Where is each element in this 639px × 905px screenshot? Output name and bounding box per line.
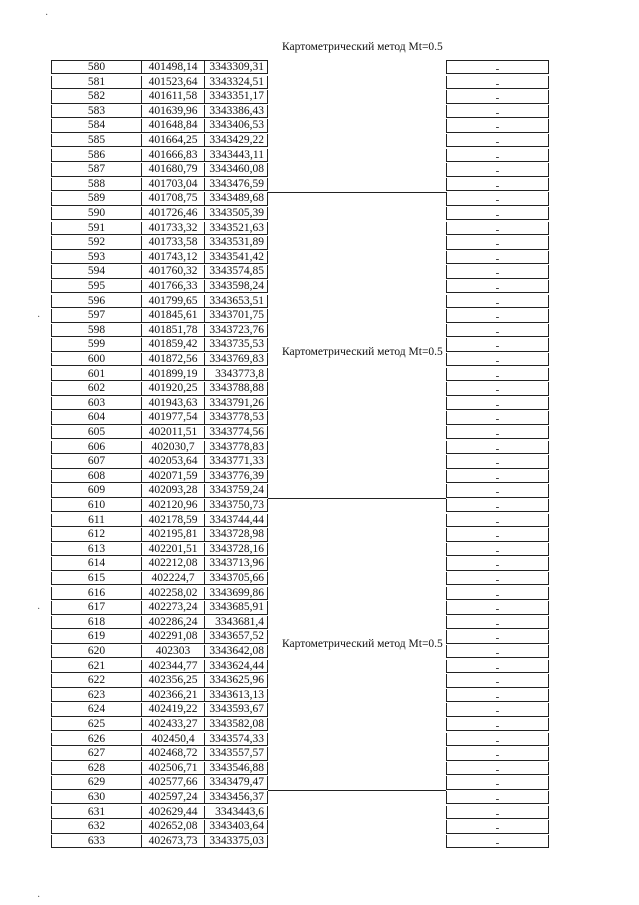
accuracy-cell: - <box>446 645 549 658</box>
accuracy-cell: - <box>446 324 549 337</box>
point-number-cell: 598 <box>51 324 141 337</box>
x-coordinate-cell: 402212,08 <box>141 557 204 570</box>
y-coordinate-cell: 3343489,68 <box>204 192 268 205</box>
accuracy-cell: - <box>446 134 549 147</box>
y-coordinate-cell: 3343750,73 <box>204 499 268 512</box>
point-number-cell: 600 <box>51 353 141 366</box>
y-coordinate-cell: 3343460,08 <box>204 163 268 176</box>
accuracy-cell: - <box>446 470 549 483</box>
accuracy-cell: - <box>446 689 549 702</box>
point-number-cell: 604 <box>51 411 141 424</box>
accuracy-cell: - <box>446 309 549 322</box>
y-coordinate-cell: 3343778,83 <box>204 441 268 454</box>
x-coordinate-cell: 401859,42 <box>141 338 204 351</box>
x-coordinate-cell: 402450,4 <box>141 733 204 746</box>
point-number-cell: 585 <box>51 134 141 147</box>
y-coordinate-cell: 3343531,89 <box>204 236 268 249</box>
y-coordinate-cell: 3343574,85 <box>204 265 268 278</box>
y-coordinate-cell: 3343653,51 <box>204 295 268 308</box>
accuracy-cell: - <box>446 382 549 395</box>
point-number-cell: 587 <box>51 163 141 176</box>
x-coordinate-cell: 401851,78 <box>141 324 204 337</box>
y-coordinate-cell: 3343642,08 <box>204 645 268 658</box>
y-coordinate-cell: 3343406,53 <box>204 119 268 132</box>
accuracy-cell: - <box>446 484 549 497</box>
accuracy-cell: - <box>446 703 549 716</box>
point-number-cell: 620 <box>51 645 141 658</box>
x-coordinate-cell: 402224,7 <box>141 572 204 585</box>
point-number-cell: 582 <box>51 90 141 103</box>
x-coordinate-cell: 401703,04 <box>141 178 204 191</box>
point-number-cell: 602 <box>51 382 141 395</box>
point-number-cell: 601 <box>51 368 141 381</box>
accuracy-cell: - <box>446 149 549 162</box>
point-number-cell: 615 <box>51 572 141 585</box>
x-coordinate-cell: 401498,14 <box>141 61 204 74</box>
accuracy-cell: - <box>446 368 549 381</box>
accuracy-cell: - <box>446 543 549 556</box>
y-coordinate-cell: 3343735,53 <box>204 338 268 351</box>
accuracy-cell: - <box>446 499 549 512</box>
x-coordinate-cell: 402356,25 <box>141 674 204 687</box>
point-number-cell: 631 <box>51 806 141 819</box>
accuracy-cell: - <box>446 76 549 89</box>
y-coordinate-cell: 3343598,24 <box>204 280 268 293</box>
x-coordinate-cell: 402030,7 <box>141 441 204 454</box>
point-number-cell: 625 <box>51 718 141 731</box>
accuracy-cell: - <box>446 528 549 541</box>
x-coordinate-cell: 401666,83 <box>141 149 204 162</box>
method-block-2 <box>268 207 446 499</box>
accuracy-cell: - <box>446 718 549 731</box>
accuracy-cell: - <box>446 295 549 308</box>
accuracy-cell: - <box>446 119 549 132</box>
accuracy-cell: - <box>446 236 549 249</box>
accuracy-cell: - <box>446 630 549 643</box>
point-number-cell: 616 <box>51 587 141 600</box>
point-number-cell: 611 <box>51 514 141 527</box>
point-number-cell: 632 <box>51 820 141 833</box>
point-number-cell: 593 <box>51 251 141 264</box>
y-coordinate-cell: 3343541,42 <box>204 251 268 264</box>
point-number-cell: 621 <box>51 660 141 673</box>
accuracy-cell: - <box>446 791 549 804</box>
scan-speck: · <box>37 312 41 323</box>
x-coordinate-cell: 402178,59 <box>141 514 204 527</box>
point-number-cell: 613 <box>51 543 141 556</box>
point-number-cell: 623 <box>51 689 141 702</box>
y-coordinate-cell: 3343705,66 <box>204 572 268 585</box>
x-coordinate-cell: 402071,59 <box>141 470 204 483</box>
scan-speck: · <box>45 10 49 21</box>
accuracy-cell: - <box>446 411 549 424</box>
y-coordinate-cell: 3343728,98 <box>204 528 268 541</box>
x-coordinate-cell: 402652,08 <box>141 820 204 833</box>
y-coordinate-cell: 3343574,33 <box>204 733 268 746</box>
y-coordinate-cell: 3343386,43 <box>204 105 268 118</box>
point-number-cell: 629 <box>51 776 141 789</box>
accuracy-cell: - <box>446 616 549 629</box>
accuracy-cell: - <box>446 105 549 118</box>
point-number-cell: 630 <box>51 791 141 804</box>
point-number-cell: 626 <box>51 733 141 746</box>
point-number-cell: 605 <box>51 426 141 439</box>
x-coordinate-cell: 402286,24 <box>141 616 204 629</box>
accuracy-cell: - <box>446 557 549 570</box>
y-coordinate-cell: 3343657,52 <box>204 630 268 643</box>
method-block-3 <box>268 499 446 791</box>
y-coordinate-cell: 3343521,63 <box>204 222 268 235</box>
y-coordinate-cell: 3343728,16 <box>204 543 268 556</box>
y-coordinate-cell: 3343701,75 <box>204 309 268 322</box>
accuracy-cell: - <box>446 820 549 833</box>
x-coordinate-cell: 402419,22 <box>141 703 204 716</box>
point-number-cell: 617 <box>51 601 141 614</box>
y-coordinate-cell: 3343625,96 <box>204 674 268 687</box>
accuracy-cell: - <box>446 441 549 454</box>
x-coordinate-cell: 401639,96 <box>141 105 204 118</box>
point-number-cell: 627 <box>51 747 141 760</box>
x-coordinate-cell: 402195,81 <box>141 528 204 541</box>
accuracy-cell: - <box>446 222 549 235</box>
point-number-cell: 588 <box>51 178 141 191</box>
point-number-cell: 619 <box>51 630 141 643</box>
x-coordinate-cell: 401680,79 <box>141 163 204 176</box>
x-coordinate-cell: 402291,08 <box>141 630 204 643</box>
y-coordinate-cell: 3343429,22 <box>204 134 268 147</box>
y-coordinate-cell: 3343713,96 <box>204 557 268 570</box>
y-coordinate-cell: 3343443,6 <box>204 806 268 819</box>
point-number-cell: 608 <box>51 470 141 483</box>
x-coordinate-cell: 401708,75 <box>141 192 204 205</box>
y-coordinate-cell: 3343776,39 <box>204 470 268 483</box>
x-coordinate-cell: 401611,58 <box>141 90 204 103</box>
accuracy-cell: - <box>446 397 549 410</box>
y-coordinate-cell: 3343778,53 <box>204 411 268 424</box>
y-coordinate-cell: 3343624,44 <box>204 660 268 673</box>
accuracy-cell: - <box>446 660 549 673</box>
y-coordinate-cell: 3343443,11 <box>204 149 268 162</box>
point-number-cell: 612 <box>51 528 141 541</box>
y-coordinate-cell: 3343774,56 <box>204 426 268 439</box>
accuracy-cell: - <box>446 733 549 746</box>
y-coordinate-cell: 3343613,13 <box>204 689 268 702</box>
y-coordinate-cell: 3343479,47 <box>204 776 268 789</box>
point-number-cell: 633 <box>51 835 141 848</box>
y-coordinate-cell: 3343476,59 <box>204 178 268 191</box>
point-number-cell: 606 <box>51 441 141 454</box>
x-coordinate-cell: 401899,19 <box>141 368 204 381</box>
accuracy-cell: - <box>446 601 549 614</box>
x-coordinate-cell: 401648,84 <box>141 119 204 132</box>
accuracy-cell: - <box>446 207 549 220</box>
accuracy-cell: - <box>446 426 549 439</box>
x-coordinate-cell: 401920,25 <box>141 382 204 395</box>
point-number-cell: 618 <box>51 616 141 629</box>
x-coordinate-cell: 401664,25 <box>141 134 204 147</box>
point-number-cell: 597 <box>51 309 141 322</box>
accuracy-cell: - <box>446 835 549 848</box>
accuracy-cell: - <box>446 178 549 191</box>
accuracy-cell: - <box>446 192 549 205</box>
x-coordinate-cell: 402468,72 <box>141 747 204 760</box>
x-coordinate-cell: 402093,28 <box>141 484 204 497</box>
y-coordinate-cell: 3343324,51 <box>204 76 268 89</box>
x-coordinate-cell: 402673,73 <box>141 835 204 848</box>
accuracy-cell: - <box>446 747 549 760</box>
point-number-cell: 590 <box>51 207 141 220</box>
x-coordinate-cell: 401733,58 <box>141 236 204 249</box>
point-number-cell: 595 <box>51 280 141 293</box>
accuracy-cell: - <box>446 338 549 351</box>
x-coordinate-cell: 402366,21 <box>141 689 204 702</box>
accuracy-cell: - <box>446 455 549 468</box>
x-coordinate-cell: 402201,51 <box>141 543 204 556</box>
point-number-cell: 622 <box>51 674 141 687</box>
accuracy-cell: - <box>446 251 549 264</box>
point-number-cell: 584 <box>51 119 141 132</box>
accuracy-cell: - <box>446 265 549 278</box>
point-number-cell: 599 <box>51 338 141 351</box>
accuracy-cell: - <box>446 61 549 74</box>
point-number-cell: 594 <box>51 265 141 278</box>
accuracy-cell: - <box>446 806 549 819</box>
method-label-3: Картометрический метод Mt=0.5 <box>282 638 443 650</box>
point-number-cell: 607 <box>51 455 141 468</box>
point-number-cell: 580 <box>51 61 141 74</box>
y-coordinate-cell: 3343309,31 <box>204 61 268 74</box>
y-coordinate-cell: 3343744,44 <box>204 514 268 527</box>
y-coordinate-cell: 3343582,08 <box>204 718 268 731</box>
accuracy-cell: - <box>446 163 549 176</box>
x-coordinate-cell: 401872,56 <box>141 353 204 366</box>
x-coordinate-cell: 402053,64 <box>141 455 204 468</box>
x-coordinate-cell: 401743,12 <box>141 251 204 264</box>
accuracy-cell: - <box>446 280 549 293</box>
point-number-cell: 591 <box>51 222 141 235</box>
x-coordinate-cell: 402629,44 <box>141 806 204 819</box>
y-coordinate-cell: 3343505,39 <box>204 207 268 220</box>
y-coordinate-cell: 3343593,67 <box>204 703 268 716</box>
accuracy-cell: - <box>446 353 549 366</box>
y-coordinate-cell: 3343685,91 <box>204 601 268 614</box>
x-coordinate-cell: 401760,32 <box>141 265 204 278</box>
x-coordinate-cell: 401726,46 <box>141 207 204 220</box>
point-number-cell: 592 <box>51 236 141 249</box>
point-number-cell: 628 <box>51 762 141 775</box>
y-coordinate-cell: 3343788,88 <box>204 382 268 395</box>
accuracy-cell: - <box>446 776 549 789</box>
scan-speck: · <box>37 892 41 903</box>
point-number-cell: 586 <box>51 149 141 162</box>
y-coordinate-cell: 3343456,37 <box>204 791 268 804</box>
point-number-cell: 610 <box>51 499 141 512</box>
x-coordinate-cell: 401766,33 <box>141 280 204 293</box>
x-coordinate-cell: 402120,96 <box>141 499 204 512</box>
x-coordinate-cell: 401943,63 <box>141 397 204 410</box>
point-number-cell: 614 <box>51 557 141 570</box>
point-number-cell: 596 <box>51 295 141 308</box>
method-label-1: Картометрический метод Mt=0.5 <box>282 41 443 53</box>
y-coordinate-cell: 3343791,26 <box>204 397 268 410</box>
x-coordinate-cell: 401845,61 <box>141 309 204 322</box>
point-number-cell: 583 <box>51 105 141 118</box>
y-coordinate-cell: 3343771,33 <box>204 455 268 468</box>
y-coordinate-cell: 3343351,17 <box>204 90 268 103</box>
x-coordinate-cell: 402577,66 <box>141 776 204 789</box>
y-coordinate-cell: 3343403,64 <box>204 820 268 833</box>
point-number-cell: 624 <box>51 703 141 716</box>
accuracy-cell: - <box>446 674 549 687</box>
x-coordinate-cell: 401799,65 <box>141 295 204 308</box>
y-coordinate-cell: 3343723,76 <box>204 324 268 337</box>
y-coordinate-cell: 3343681,4 <box>204 616 268 629</box>
y-coordinate-cell: 3343375,03 <box>204 835 268 848</box>
accuracy-cell: - <box>446 90 549 103</box>
accuracy-cell: - <box>446 572 549 585</box>
method-block-1 <box>268 41 446 193</box>
x-coordinate-cell: 402011,51 <box>141 426 204 439</box>
x-coordinate-cell: 401977,54 <box>141 411 204 424</box>
y-coordinate-cell: 3343557,57 <box>204 747 268 760</box>
y-coordinate-cell: 3343699,86 <box>204 587 268 600</box>
point-number-cell: 609 <box>51 484 141 497</box>
x-coordinate-cell: 402433,27 <box>141 718 204 731</box>
y-coordinate-cell: 3343759,24 <box>204 484 268 497</box>
x-coordinate-cell: 401733,32 <box>141 222 204 235</box>
x-coordinate-cell: 402344,77 <box>141 660 204 673</box>
accuracy-cell: - <box>446 514 549 527</box>
method-label-2: Картометрический метод Mt=0.5 <box>282 346 443 358</box>
x-coordinate-cell: 402506,71 <box>141 762 204 775</box>
accuracy-cell: - <box>446 762 549 775</box>
point-number-cell: 589 <box>51 192 141 205</box>
point-number-cell: 603 <box>51 397 141 410</box>
x-coordinate-cell: 402303 <box>141 645 204 658</box>
accuracy-cell: - <box>446 587 549 600</box>
x-coordinate-cell: 402597,24 <box>141 791 204 804</box>
point-number-cell: 581 <box>51 76 141 89</box>
y-coordinate-cell: 3343546,88 <box>204 762 268 775</box>
x-coordinate-cell: 402273,24 <box>141 601 204 614</box>
x-coordinate-cell: 401523,64 <box>141 76 204 89</box>
y-coordinate-cell: 3343769,83 <box>204 353 268 366</box>
scan-speck: · <box>37 604 41 615</box>
x-coordinate-cell: 402258,02 <box>141 587 204 600</box>
y-coordinate-cell: 3343773,8 <box>204 368 268 381</box>
